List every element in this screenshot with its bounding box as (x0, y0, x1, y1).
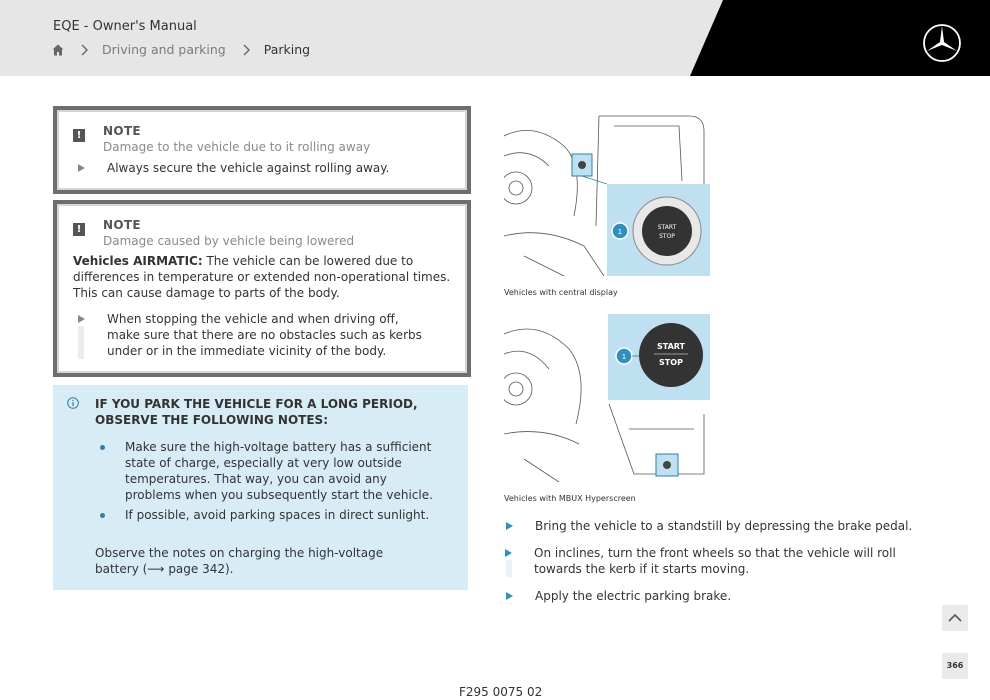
figure-caption: Vehicles with central display (504, 288, 618, 297)
figure-mbux-hyperscreen (504, 314, 710, 482)
list-item: Apply the electric parking brake. (505, 588, 925, 604)
home-icon[interactable] (52, 44, 64, 56)
stop-label: STOP (659, 233, 675, 240)
start-label: START (657, 224, 677, 231)
info-icon (67, 397, 79, 409)
info-list (95, 439, 445, 527)
triangle-bullet-icon (505, 549, 512, 557)
header (0, 0, 990, 76)
note-title: NOTE (103, 124, 141, 138)
stop-label: STOP (659, 358, 683, 367)
note-paragraph (73, 253, 451, 301)
callout-number: 1 (621, 353, 627, 361)
info-box (53, 385, 468, 590)
figure-caption: Vehicles with MBUX Hyperscreen (504, 494, 636, 503)
warning-icon: ! (73, 129, 85, 142)
steps-list (505, 518, 925, 615)
chevron-up-icon (942, 605, 968, 631)
note-bullet-text: When stopping the vehicle and when driving off, make sure that there are no obstacles such as kerbs under or in the immediate vicinity of the body. (107, 312, 422, 358)
breadcrumb-current: Parking (263, 42, 311, 57)
figure-central-display (504, 106, 710, 276)
note-subtitle: Damage to the vehicle due to it rolling away (103, 140, 371, 154)
note-rolling-away (53, 106, 471, 194)
note-paragraph-text: The vehicle can be lowered due to differences in temperature or extended non-operational times. This can cause damage to parts of the body. (73, 254, 451, 300)
list-item: Bring the vehicle to a standstill by depressing the brake pedal. (505, 518, 925, 534)
note-bullet (73, 160, 451, 176)
chevron-right-icon (80, 44, 88, 56)
start-label: START (656, 342, 686, 351)
scroll-to-top-button[interactable] (942, 605, 968, 631)
note-bullet-text: Always secure the vehicle against rolling away. (107, 161, 390, 175)
note-paragraph-bold: Vehicles AIRMATIC: (73, 254, 203, 268)
note-bullet (73, 311, 451, 359)
note-vehicle-lowered (53, 200, 471, 377)
page-number[interactable]: 366 (942, 653, 968, 679)
warning-icon: ! (73, 223, 85, 236)
callout-number: 1 (617, 228, 623, 236)
triangle-bullet-icon (78, 315, 85, 323)
mercedes-star-logo-icon[interactable] (922, 23, 962, 63)
note-subtitle: Damage caused by vehicle being lowered (103, 234, 355, 248)
triangle-bullet-icon (506, 522, 513, 530)
app-title: EQE - Owner's Manual (53, 19, 197, 34)
triangle-bullet-icon (506, 592, 513, 600)
info-title: IF YOU PARK THE VEHICLE FOR A LONG PERIOD, OBSERVE THE FOLLOWING NOTES: (95, 397, 418, 427)
chevron-right-icon (242, 44, 250, 56)
note-title: NOTE (103, 218, 141, 232)
list-item: Make sure the high-voltage battery has a sufficient state of charge, especially at very low outside temperatures. That way, you can avoid any problems when you subsequently start the vehicle. (95, 439, 445, 503)
breadcrumb-link-driving[interactable]: Driving and parking (102, 42, 226, 57)
breadcrumb (52, 42, 310, 57)
observe-text[interactable]: Observe the notes on charging the high-voltage battery (⟶ page 342). (95, 546, 384, 576)
list-item: On inclines, turn the front wheels so that the vehicle will roll towards the kerb if it starts moving. (505, 545, 925, 577)
page-code: F295 0075 02 (459, 685, 543, 699)
triangle-bullet-icon (78, 164, 85, 172)
list-item: If possible, avoid parking spaces in direct sunlight. (95, 507, 445, 523)
